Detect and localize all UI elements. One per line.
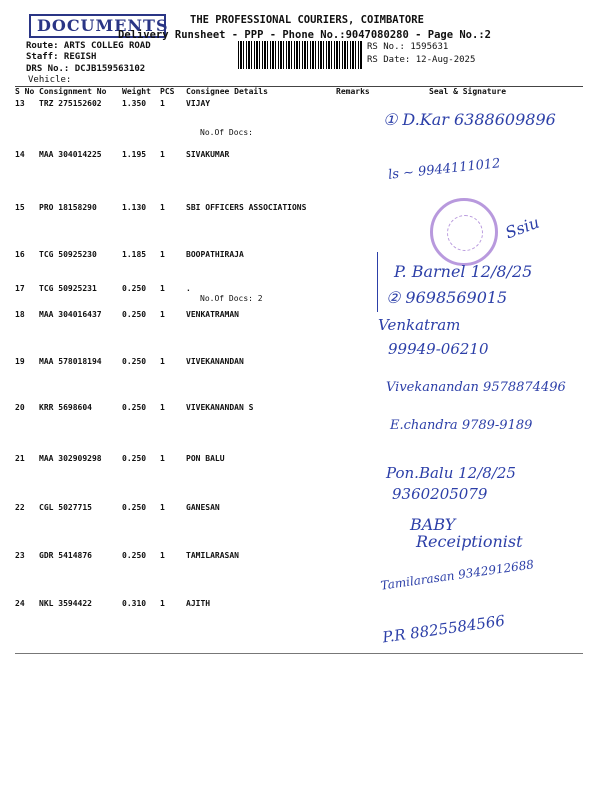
cell-weight: 0.250 (122, 357, 147, 366)
cell-weight: 1.195 (122, 150, 147, 159)
drs-label: DRS No.: DCJB159563102 (26, 64, 146, 74)
cell-weight: 0.250 (122, 551, 147, 560)
signature-row-22-line2: Receiptionist (416, 532, 523, 551)
cell-sno: 17 (15, 284, 25, 293)
cell-consignment: CGL 5027715 (39, 503, 92, 512)
cell-pcs: 1 (160, 403, 165, 412)
cell-sno: 15 (15, 203, 25, 212)
cell-remarks (336, 503, 379, 551)
cell-pcs: 1 (160, 357, 165, 366)
signature-row-21: Pon.Balu 12/8/25 (386, 464, 516, 482)
cell-remarks (336, 551, 379, 599)
cell-sno: 21 (15, 454, 25, 463)
cell-sno: 22 (15, 503, 25, 512)
cell-sno: 24 (15, 599, 39, 653)
cell-remarks (336, 454, 379, 503)
signature-row-18-phone: 99949-06210 (388, 340, 489, 358)
cell-pcs: 1 (160, 99, 165, 108)
cell-consignment: TCG 50925230 (39, 250, 97, 259)
signature-row-15: Ssiu (502, 212, 542, 243)
signature-row-20: E.chandra 9789-9189 (390, 418, 533, 433)
vehicle-label: Vehicle: (28, 75, 72, 85)
docs-count: No.Of Docs: (200, 128, 253, 137)
cell-consignee: VIVEKANANDAN S (186, 403, 254, 412)
header-weight: Weight (122, 87, 151, 96)
cell-weight: 0.310 (122, 599, 160, 653)
signature-row-24: P.R 8825584566 (381, 611, 506, 647)
signature-row-23: Tamilarasan 9342912688 (379, 557, 535, 593)
docs-count: No.Of Docs: 2 (200, 294, 263, 303)
header-consignee: Consignee Details (186, 87, 268, 96)
staff-label: Staff: REGISH (26, 52, 97, 62)
rs-date: RS Date: 12-Aug-2025 (367, 55, 476, 65)
cell-weight: 0.250 (122, 403, 147, 412)
rs-number: RS No.: 1595631 (367, 42, 449, 52)
cell-pcs: 1 (160, 503, 165, 512)
header-consignment: Consignment No (39, 87, 107, 96)
cell-consignment: TRZ 275152602 (39, 99, 102, 108)
cell-consignment: TCG 50925231 (39, 284, 97, 293)
cell-consignment: PRO 18158290 (39, 203, 97, 212)
consignee-name: VIJAY (186, 99, 211, 108)
signature-row-17: ② 9698569015 (386, 288, 508, 307)
signature-row-19: Vivekanandan 9578874496 (386, 380, 566, 395)
cell-consignment: MAA 578018194 (39, 357, 102, 366)
cell-consignee: BOOPATHIRAJA (186, 250, 244, 259)
ink-bracket (371, 252, 378, 312)
cell-consignment: KRR 5698604 (39, 403, 92, 412)
cell-sno: 16 (15, 250, 25, 259)
cell-consignee: SBI OFFICERS ASSOCIATIONS (186, 203, 307, 212)
cell-consignee: GANESAN (186, 503, 220, 512)
cell-consignee: PON BALU (186, 454, 225, 463)
cell-sno: 14 (15, 150, 25, 159)
cell-remarks (336, 357, 379, 403)
signature-row-14: ls ~ 9944111012 (387, 156, 502, 183)
cell-consignment: MAA 304014225 (39, 150, 102, 159)
cell-pcs: 1 (160, 454, 165, 463)
documents-stamp: DOCUMENTS (29, 14, 166, 38)
cell-consignee (186, 284, 336, 310)
cell-pcs: 1 (160, 551, 165, 560)
cell-remarks (336, 599, 379, 653)
office-seal (430, 198, 498, 266)
cell-consignment: NKL 3594422 (39, 599, 122, 653)
cell-consignee (186, 99, 336, 150)
cell-weight: 0.250 (122, 503, 147, 512)
cell-consignment: MAA 302909298 (39, 454, 102, 463)
table-row (15, 310, 583, 357)
cell-remarks (336, 99, 379, 150)
cell-sno: 18 (15, 310, 25, 319)
signature-row-16: P. Barnel 12/8/25 (394, 262, 533, 281)
header-sno: S No (15, 87, 35, 96)
cell-consignee: VIVEKANANDAN (186, 357, 244, 366)
header-seal: Seal & Signature (429, 87, 507, 96)
consignee-name: . (186, 284, 191, 293)
cell-pcs: 1 (160, 250, 165, 259)
signature-row-13: ① D.Kar 6388609896 (383, 110, 556, 129)
cell-pcs: 1 (160, 310, 165, 319)
runsheet-title: Delivery Runsheet - PPP - Phone No.:9047080280 - Page No.:2 (118, 29, 491, 41)
signature-row-18: Venkatram (378, 316, 461, 334)
cell-remarks (336, 150, 379, 203)
signature-row-22-line1: BABY (410, 515, 456, 534)
cell-pcs: 1 (160, 150, 165, 159)
cell-consignment: GDR 5414876 (39, 551, 92, 560)
company-title: THE PROFESSIONAL COURIERS, COIMBATORE (190, 14, 424, 26)
cell-sno: 19 (15, 357, 25, 366)
cell-weight: 1.350 (122, 99, 147, 108)
cell-weight: 1.185 (122, 250, 147, 259)
cell-sno: 13 (15, 99, 25, 108)
cell-sno: 20 (15, 403, 25, 412)
barcode (238, 41, 363, 69)
cell-weight: 0.250 (122, 454, 147, 463)
cell-pcs: 1 (160, 284, 165, 293)
signature-row-21-phone: 9360205079 (392, 485, 488, 503)
table-row (15, 203, 583, 250)
cell-pcs: 1 (160, 599, 186, 653)
cell-weight: 0.250 (122, 284, 147, 293)
header-pcs: PCS (160, 87, 175, 96)
cell-consignee: SIVAKUMAR (186, 150, 230, 159)
cell-weight: 0.250 (122, 310, 147, 319)
cell-remarks (336, 310, 379, 357)
route-label: Route: ARTS COLLEG ROAD (26, 41, 151, 51)
table-header (15, 87, 583, 100)
cell-weight: 1.130 (122, 203, 147, 212)
cell-consignee: TAMILARASAN (186, 551, 239, 560)
cell-consignee: AJITH (186, 599, 336, 653)
cell-sno: 23 (15, 551, 25, 560)
cell-consignee: VENKATRAMAN (186, 310, 239, 319)
header-remarks: Remarks (336, 87, 370, 96)
cell-remarks (336, 403, 379, 454)
cell-consignment: MAA 304016437 (39, 310, 102, 319)
cell-remarks (336, 203, 379, 250)
cell-pcs: 1 (160, 203, 165, 212)
